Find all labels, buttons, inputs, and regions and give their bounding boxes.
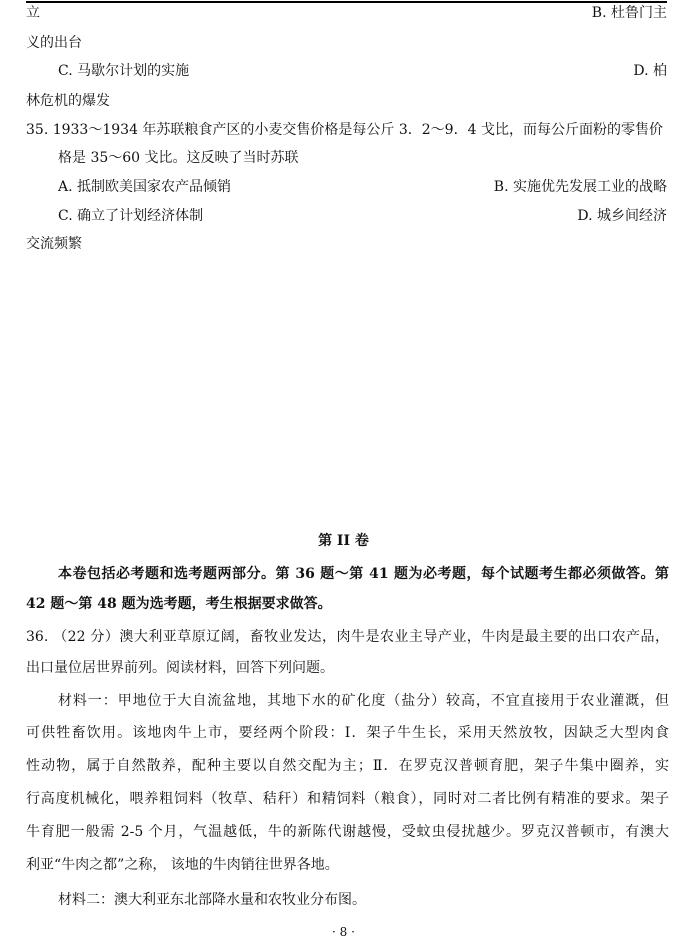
q35-option-c: C. 确立了计划经济体制	[58, 208, 204, 224]
q35-option-a: A. 抵制欧美国家农产品倾销	[58, 179, 232, 195]
section-instructions: 本卷包括必考题和选考题两部分。第 36 题～第 41 题为必考题，每个试题考生都必须做答。第	[58, 566, 669, 582]
q35-option-d: D. 城乡间经济	[577, 208, 667, 224]
material1-line: 可供牲畜饮用。该地肉牛上市，要经两个阶段：Ⅰ．架子牛生长，采用天然放牧，因缺乏大型肉食	[26, 725, 669, 741]
q34-option-b-cont: 义的出台	[26, 35, 82, 51]
material2-caption: 材料二：澳大利亚东北部降水量和农牧业分布图。	[58, 892, 366, 908]
material1-line: 牛育肥一般需 2-5 个月，气温越低，牛的新陈代谢越慢，受蚊虫侵扰越少。罗克汉普顿市，有澳大	[26, 824, 669, 840]
material1-line: 材料一：甲地位于大自流盆地，其地下水的矿化度（盐分）较高，不宜直接用于农业灌溉，但	[58, 693, 669, 709]
top-rule	[26, 1, 667, 3]
section-instructions-cont: 42 题～第 48 题为选考题，考生根据要求做答。	[26, 596, 332, 612]
q34-option-d: D. 柏	[633, 63, 667, 79]
page-number: · 8 ·	[332, 925, 355, 939]
q35-option-b: B. 实施优先发展工业的战略	[493, 179, 667, 195]
material1-line: 利亚“牛肉之都”之称， 该地的牛肉销往世界各地。	[26, 857, 339, 873]
material1-line: 性动物，属于自然散养，配种主要以自然交配为主；Ⅱ．在罗克汉普顿育肥，架子牛集中圈养，实	[26, 758, 669, 774]
material1-line: 行高度机械化，喂养粗饲料（牧草、秸秆）和精饲料（粮食），同时对二者比例有精准的要求。架子	[26, 791, 669, 807]
section-title: 第 II 卷	[318, 533, 369, 549]
q36-intro: 36. （22 分）澳大利亚草原辽阔，畜牧业发达，肉牛是农业主导产业，牛肉是最主要的出口农产品，	[26, 629, 669, 645]
q34-option-c: C. 马歇尔计划的实施	[58, 63, 190, 79]
q35-stem: 35. 1933～1934 年苏联粮食产区的小麦交售价格是每公斤 3．2～9．4 戈比，而每公斤面粉的零售价	[26, 122, 663, 138]
q35-option-d-cont: 交流频繁	[26, 236, 82, 252]
q34-option-b: B. 杜鲁门主	[591, 5, 667, 21]
q34-option-d-cont: 林危机的爆发	[26, 93, 110, 109]
q35-stem-cont: 格是 35～60 戈比。这反映了当时苏联	[58, 150, 299, 166]
q36-intro-cont: 出口量位居世界前列。阅读材料，回答下列问题。	[26, 660, 334, 676]
q34-text-fragment: 立	[26, 5, 40, 21]
